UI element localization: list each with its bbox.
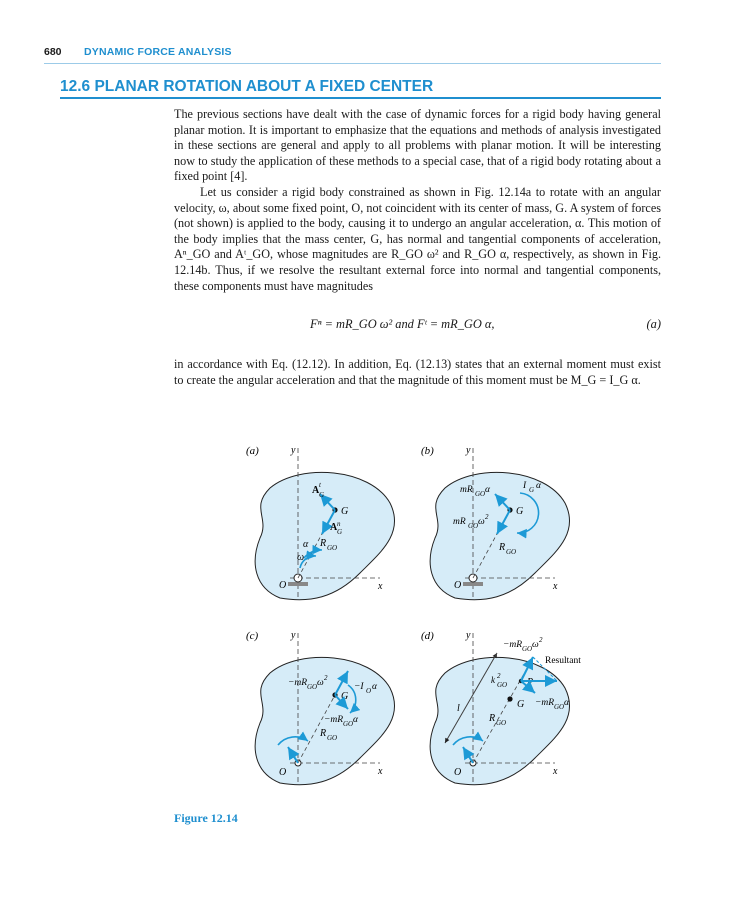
- svg-text:2: 2: [485, 513, 489, 521]
- paragraph-2: Let us consider a rigid body constrained as shown in Fig. 12.14a to rotate with an angular velocity, ω, about some fixed point, O, not coincident with its center of mass, G. A system of forces (not shown) is applied to the body, causing it to undergo an angular acceleration, α. This motion of the body implies that the mass center, G, has normal and tangential components of acceleration, Aⁿ_GO and Aᵗ_GO, whose magnitudes are R_GO ω² and R_GO α, respectively, as shown in Fig. 12.14b. Thus, if we resolve the resultant external force into normal and tangential components, these components must have magnitudes: [174, 185, 661, 293]
- svg-text:GO: GO: [343, 720, 354, 728]
- center-label: G: [517, 699, 525, 710]
- panel-b: [421, 445, 570, 600]
- center-label: G: [341, 506, 349, 517]
- svg-text:GO: GO: [307, 683, 318, 691]
- page-number: 680: [44, 46, 62, 58]
- center-label: G: [516, 506, 524, 517]
- center-of-mass: [507, 696, 512, 701]
- k-label: k: [491, 675, 495, 685]
- force-t-label: mR: [460, 485, 473, 495]
- svg-text:t: t: [319, 481, 321, 489]
- omega-label: ω: [297, 552, 305, 563]
- equation-a: [174, 317, 661, 335]
- header-rule: [44, 63, 661, 64]
- figure-12-14: [230, 438, 610, 798]
- equation-label: (a): [646, 317, 661, 331]
- svg-text:GO: GO: [475, 490, 486, 498]
- panel-c: [246, 630, 395, 785]
- alpha-label: α: [303, 539, 309, 550]
- moment-label: −I: [354, 682, 364, 692]
- radius-label: R: [320, 728, 327, 739]
- svg-text:α: α: [536, 481, 541, 491]
- x-label: x: [553, 766, 558, 777]
- origin-label: O: [454, 580, 462, 591]
- ground-icon: [463, 582, 483, 586]
- radius-label: R: [489, 713, 496, 724]
- svg-text:2: 2: [497, 672, 501, 680]
- svg-text:GO: GO: [468, 522, 479, 530]
- panel-d-label: (d): [421, 630, 434, 642]
- panel-a: [246, 445, 395, 600]
- x-label: x: [378, 581, 383, 592]
- x-label: x: [553, 581, 558, 592]
- svg-text:α: α: [564, 698, 569, 708]
- radius-label: R: [320, 538, 327, 549]
- svg-text:ω: ω: [532, 640, 539, 650]
- running-title: DYNAMIC FORCE ANALYSIS: [84, 46, 232, 58]
- panel-d: [421, 630, 581, 785]
- y-label: y: [291, 630, 296, 641]
- equation-text: Fⁿ = mR_GO ω² and Fᵗ = mR_GO α,: [310, 317, 495, 331]
- svg-text:G: G: [529, 486, 535, 494]
- radius-label: R: [499, 542, 506, 553]
- svg-text:α: α: [372, 682, 377, 692]
- section-title: 12.6 PLANAR ROTATION ABOUT A FIXED CENTER: [60, 78, 434, 95]
- paragraph-1: The previous sections have dealt with the case of dynamic forces for a rigid body having general planar motion. It is important to emphasize that the equations and methods of analysis investigated in these sections are general and apply to all problems with planar motion. It will be interesting now to study the application of these methods to a special case, that of a rigid body rotating about a fixed point [4].: [174, 107, 661, 184]
- rigid-body: [255, 472, 394, 599]
- svg-text:O: O: [366, 687, 372, 695]
- running-head: [44, 46, 661, 64]
- svg-text:ω: ω: [317, 678, 324, 688]
- force-t-label: −mR: [324, 715, 344, 725]
- svg-text:ω: ω: [478, 517, 485, 527]
- length-label: l: [457, 703, 460, 714]
- svg-text:GO: GO: [496, 719, 507, 727]
- figure-caption: Figure 12.14: [174, 811, 238, 825]
- svg-text:GO: GO: [327, 734, 338, 742]
- paragraph-3: in accordance with Eq. (12.12). In addition, Eq. (12.13) states that an external moment must exist to create the angular acceleration and that the magnitude of this moment must be M_G = I_G α.: [174, 357, 661, 387]
- accel-n-label: A: [330, 522, 338, 533]
- ground-icon: [288, 582, 308, 586]
- accel-t-label: A: [312, 485, 320, 496]
- origin-label: O: [279, 580, 287, 591]
- svg-text:GO: GO: [554, 703, 565, 711]
- svg-text:GO: GO: [327, 544, 338, 552]
- svg-text:G: G: [337, 528, 343, 536]
- center-label: G: [341, 691, 349, 702]
- svg-text:GO: GO: [506, 548, 517, 556]
- svg-text:GO: GO: [522, 645, 533, 653]
- svg-text:GO: GO: [497, 681, 508, 689]
- panel-b-label: (b): [421, 445, 434, 457]
- force-n-label: −mR: [503, 640, 523, 650]
- force-n-label: −mR: [288, 678, 308, 688]
- origin-label: O: [454, 767, 462, 778]
- x-label: x: [378, 766, 383, 777]
- svg-text:G: G: [319, 491, 325, 499]
- y-label: y: [291, 445, 296, 456]
- svg-text:α: α: [485, 485, 490, 495]
- moment-label: I: [523, 481, 527, 491]
- force-n-label: mR: [453, 517, 466, 527]
- svg-text:n: n: [337, 520, 341, 528]
- origin-label: O: [279, 767, 287, 778]
- force-t-label: −mR: [535, 698, 555, 708]
- svg-text:2: 2: [539, 636, 543, 644]
- point-p-label: P: [527, 677, 534, 688]
- svg-text:2: 2: [324, 674, 328, 682]
- section-rule: [60, 97, 661, 99]
- panel-c-label: (c): [246, 630, 259, 642]
- panel-a-label: (a): [246, 445, 259, 457]
- svg-text:α: α: [353, 715, 358, 725]
- rigid-body: [430, 472, 569, 599]
- y-label: y: [466, 630, 471, 641]
- y-label: y: [466, 445, 471, 456]
- resultant-label: Resultant: [545, 656, 581, 666]
